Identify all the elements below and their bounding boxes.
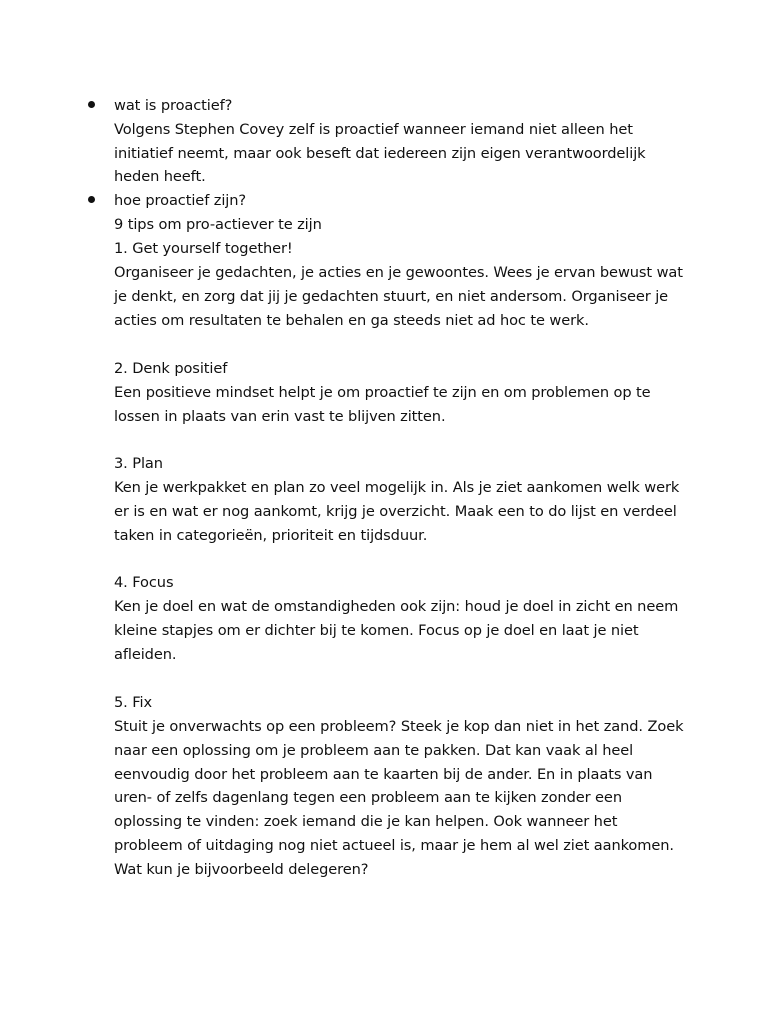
bullet-heading-how-to-be-proactive: hoe proactief zijn? (114, 192, 247, 209)
text-line: oplossing te vinden: zoek iemand die je kan helpen. Ook wanneer het (114, 813, 618, 830)
text-line: Wat kun je bijvoorbeeld delegeren? (114, 861, 369, 878)
text-line: heden heeft. (114, 168, 206, 185)
text-line: uren- of zelfs dagenlang tegen een probleem aan te kijken zonder een (114, 789, 622, 806)
text-line: je denkt, en zorg dat jij je gedachten stuurt, en niet andersom. Organiseer je (114, 288, 669, 305)
text-line: Volgens Stephen Covey zelf is proactief wanneer iemand niet alleen het (114, 121, 633, 138)
bullet-icon (88, 101, 95, 108)
text-line: lossen in plaats van erin vast te blijven zitten. (114, 408, 446, 425)
text-line: afleiden. (114, 646, 177, 663)
bullet-heading-what-is-proactive: wat is proactief? (114, 97, 233, 114)
text-line: acties om resultaten te behalen en ga steeds niet ad hoc te werk. (114, 312, 589, 329)
text-line: naar een oplossing om je probleem aan te pakken. Dat kan vaak al heel (114, 742, 634, 759)
text-line: Ken je werkpakket en plan zo veel mogelijk in. Als je ziet aankomen welk werk (114, 479, 680, 496)
text-line: 9 tips om pro-actiever te zijn (114, 216, 322, 233)
text-line: Ken je doel en wat de omstandigheden ook zijn: houd je doel in zicht en neem (114, 598, 679, 615)
text-line: initiatief neemt, maar ook beseft dat iedereen zijn eigen verantwoordelijk (114, 145, 646, 162)
section-heading-1: 1. Get yourself together! (114, 240, 293, 257)
text-line: taken in categorieën, prioriteit en tijdsduur. (114, 527, 428, 544)
section-heading-2: 2. Denk positief (114, 360, 228, 377)
text-line: kleine stapjes om er dichter bij te komen. Focus op je doel en laat je niet (114, 622, 639, 639)
text-line: er is en wat er nog aankomt, krijg je overzicht. Maak een to do lijst en verdeel (114, 503, 677, 520)
bullet-icon (88, 196, 95, 203)
text-line: Organiseer je gedachten, je acties en je gewoontes. Wees je ervan bewust wat (114, 264, 683, 281)
section-heading-3: 3. Plan (114, 455, 163, 472)
text-line: eenvoudig door het probleem aan te kaarten bij de ander. En in plaats van (114, 766, 653, 783)
text-line: probleem of uitdaging nog niet actueel is, maar je hem al wel ziet aankomen. (114, 837, 674, 854)
text-line: Stuit je onverwachts op een probleem? Steek je kop dan niet in het zand. Zoek (114, 718, 684, 735)
text-line: Een positieve mindset helpt je om proactief te zijn en om problemen op te (114, 384, 651, 401)
section-heading-4: 4. Focus (114, 574, 174, 591)
section-heading-5: 5. Fix (114, 694, 152, 711)
